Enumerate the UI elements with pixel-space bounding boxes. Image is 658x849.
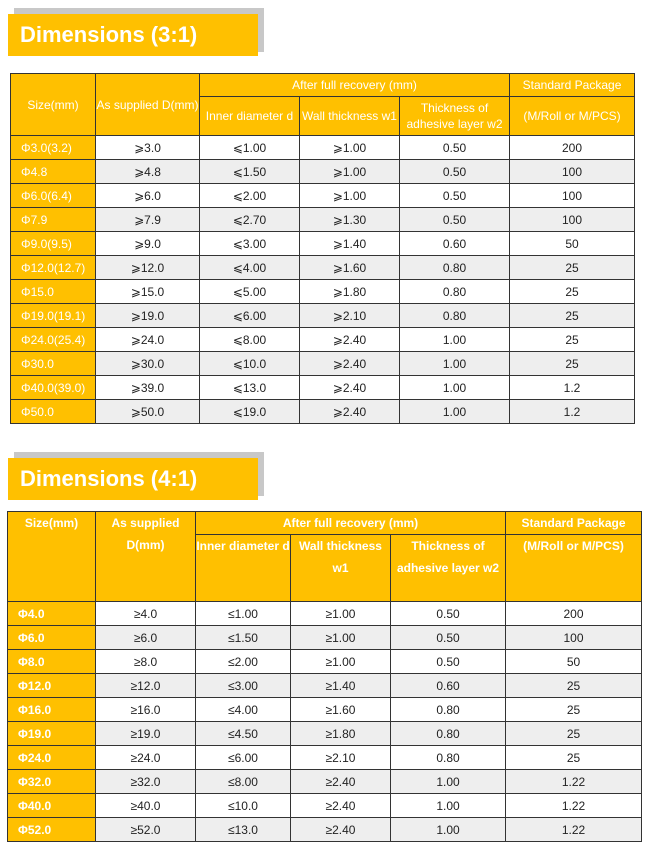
cell-inner: ⩽2.70 [200, 208, 300, 232]
cell-wall: ≥2.40 [291, 770, 391, 794]
cell-adhesive: 1.00 [391, 818, 506, 842]
cell-package: 25 [510, 304, 635, 328]
cell-supplied: ⩾24.0 [96, 328, 200, 352]
cell-package: 25 [506, 698, 642, 722]
cell-inner: ⩽1.00 [200, 136, 300, 160]
cell-wall: ≥2.40 [291, 794, 391, 818]
cell-wall: ⩾1.00 [300, 160, 400, 184]
cell-wall: ⩾2.40 [300, 328, 400, 352]
cell-size: Φ4.0 [8, 602, 96, 626]
cell-wall: ⩾2.10 [300, 304, 400, 328]
table-row [11, 328, 635, 352]
cell-adhesive: 1.00 [400, 352, 510, 376]
cell-adhesive: 0.50 [391, 602, 506, 626]
cell-supplied: ⩾19.0 [96, 304, 200, 328]
cell-supplied: ⩾50.0 [96, 400, 200, 424]
table-row [11, 208, 635, 232]
heading-banner [8, 458, 258, 500]
cell-package: 50 [510, 232, 635, 256]
cell-inner: ≤4.00 [196, 698, 291, 722]
cell-size: Φ40.0(39.0) [11, 376, 96, 400]
cell-supplied: ⩾30.0 [96, 352, 200, 376]
cell-wall: ≥1.60 [291, 698, 391, 722]
header-adhesive: Thickness of adhesive layer w2 [391, 535, 506, 602]
table-row [11, 280, 635, 304]
cell-inner: ≤10.0 [196, 794, 291, 818]
section2-title: Dimensions (4:1) [20, 466, 198, 491]
cell-adhesive: 0.80 [391, 722, 506, 746]
cell-size: Φ7.9 [11, 208, 96, 232]
cell-inner: ≤13.0 [196, 818, 291, 842]
section1-heading [8, 8, 264, 60]
table-row [11, 184, 635, 208]
dimensions-4-1-table [7, 511, 642, 842]
cell-package: 100 [510, 184, 635, 208]
cell-supplied: ≥4.0 [96, 602, 196, 626]
cell-size: Φ8.0 [8, 650, 96, 674]
header-package: Standard Package [510, 74, 635, 97]
cell-wall: ⩾1.30 [300, 208, 400, 232]
cell-adhesive: 0.50 [400, 136, 510, 160]
cell-wall: ≥2.10 [291, 746, 391, 770]
heading-banner [8, 14, 258, 56]
cell-wall: ≥1.80 [291, 722, 391, 746]
header-after-recovery: After full recovery (mm) [196, 512, 506, 535]
cell-supplied: ⩾15.0 [96, 280, 200, 304]
table-row [8, 818, 642, 842]
cell-supplied: ⩾9.0 [96, 232, 200, 256]
cell-adhesive: 1.00 [400, 400, 510, 424]
cell-inner: ⩽10.0 [200, 352, 300, 376]
cell-wall: ⩾1.00 [300, 184, 400, 208]
cell-inner: ≤1.50 [196, 626, 291, 650]
table-row [8, 746, 642, 770]
cell-supplied: ≥52.0 [96, 818, 196, 842]
cell-size: Φ3.0(3.2) [11, 136, 96, 160]
cell-inner: ⩽6.00 [200, 304, 300, 328]
cell-size: Φ32.0 [8, 770, 96, 794]
cell-wall: ⩾1.60 [300, 256, 400, 280]
cell-package: 100 [510, 208, 635, 232]
cell-inner: ≤6.00 [196, 746, 291, 770]
table-row [11, 400, 635, 424]
cell-wall: ≥1.00 [291, 626, 391, 650]
cell-wall: ≥1.00 [291, 650, 391, 674]
table-row [11, 136, 635, 160]
cell-supplied: ≥16.0 [96, 698, 196, 722]
cell-supplied: ⩾3.0 [96, 136, 200, 160]
cell-size: Φ6.0 [8, 626, 96, 650]
cell-wall: ⩾1.80 [300, 280, 400, 304]
cell-supplied: ⩾7.9 [96, 208, 200, 232]
table-row [8, 770, 642, 794]
cell-size: Φ40.0 [8, 794, 96, 818]
cell-supplied: ≥19.0 [96, 722, 196, 746]
table-row [8, 674, 642, 698]
cell-adhesive: 1.00 [391, 794, 506, 818]
cell-package: 25 [506, 722, 642, 746]
cell-size: Φ15.0 [11, 280, 96, 304]
cell-wall: ≥1.00 [291, 602, 391, 626]
cell-size: Φ19.0(19.1) [11, 304, 96, 328]
cell-size: Φ30.0 [11, 352, 96, 376]
cell-size: Φ24.0 [8, 746, 96, 770]
cell-size: Φ9.0(9.5) [11, 232, 96, 256]
cell-adhesive: 1.00 [400, 328, 510, 352]
cell-package: 1.22 [506, 818, 642, 842]
cell-adhesive: 0.50 [391, 650, 506, 674]
cell-adhesive: 0.50 [400, 208, 510, 232]
cell-size: Φ50.0 [11, 400, 96, 424]
cell-adhesive: 0.80 [400, 256, 510, 280]
cell-size: Φ24.0(25.4) [11, 328, 96, 352]
cell-inner: ≤2.00 [196, 650, 291, 674]
cell-inner: ≤1.00 [196, 602, 291, 626]
cell-size: Φ52.0 [8, 818, 96, 842]
cell-wall: ≥2.40 [291, 818, 391, 842]
cell-package: 25 [510, 328, 635, 352]
cell-size: Φ6.0(6.4) [11, 184, 96, 208]
cell-wall: ⩾2.40 [300, 376, 400, 400]
cell-supplied: ⩾6.0 [96, 184, 200, 208]
cell-adhesive: 0.80 [391, 698, 506, 722]
cell-supplied: ≥40.0 [96, 794, 196, 818]
cell-package: 25 [510, 280, 635, 304]
section2-heading [8, 452, 264, 504]
cell-package: 200 [506, 602, 642, 626]
table-row [8, 794, 642, 818]
cell-package: 1.22 [506, 770, 642, 794]
dimensions-3-1-table [10, 73, 635, 424]
cell-adhesive: 1.00 [400, 376, 510, 400]
header-after-recovery: After full recovery (mm) [200, 74, 510, 97]
header-size: Size(mm) [11, 74, 96, 136]
table-row [11, 376, 635, 400]
header-size: Size(mm) [8, 512, 96, 602]
cell-wall: ≥1.40 [291, 674, 391, 698]
cell-wall: ⩾1.40 [300, 232, 400, 256]
cell-package: 25 [510, 256, 635, 280]
cell-inner: ≤3.00 [196, 674, 291, 698]
header-package-unit: (M/Roll or M/PCS) [510, 97, 635, 136]
table-row [8, 602, 642, 626]
table-row [8, 698, 642, 722]
cell-package: 1.2 [510, 376, 635, 400]
table-row [8, 650, 642, 674]
cell-package: 25 [510, 352, 635, 376]
cell-size: Φ4.8 [11, 160, 96, 184]
cell-adhesive: 0.50 [400, 160, 510, 184]
cell-size: Φ19.0 [8, 722, 96, 746]
cell-adhesive: 1.00 [391, 770, 506, 794]
cell-adhesive: 0.50 [391, 626, 506, 650]
cell-inner: ≤4.50 [196, 722, 291, 746]
cell-supplied: ⩾39.0 [96, 376, 200, 400]
table-row [11, 160, 635, 184]
table-row [8, 626, 642, 650]
cell-adhesive: 0.80 [400, 304, 510, 328]
cell-inner: ⩽8.00 [200, 328, 300, 352]
cell-package: 25 [506, 746, 642, 770]
cell-supplied: ≥12.0 [96, 674, 196, 698]
cell-adhesive: 0.60 [391, 674, 506, 698]
cell-package: 25 [506, 674, 642, 698]
header-package: Standard Package [506, 512, 642, 535]
cell-package: 1.2 [510, 400, 635, 424]
cell-size: Φ12.0(12.7) [11, 256, 96, 280]
cell-inner: ⩽3.00 [200, 232, 300, 256]
cell-wall: ⩾2.40 [300, 400, 400, 424]
cell-wall: ⩾2.40 [300, 352, 400, 376]
cell-adhesive: 0.60 [400, 232, 510, 256]
cell-supplied: ≥32.0 [96, 770, 196, 794]
header-adhesive: Thickness of adhesive layer w2 [400, 97, 510, 136]
cell-supplied: ≥8.0 [96, 650, 196, 674]
header-as-supplied: As supplied D(mm) [96, 512, 196, 602]
cell-inner: ⩽2.00 [200, 184, 300, 208]
cell-inner: ⩽1.50 [200, 160, 300, 184]
cell-adhesive: 0.80 [391, 746, 506, 770]
table-row [8, 722, 642, 746]
cell-size: Φ16.0 [8, 698, 96, 722]
cell-wall: ⩾1.00 [300, 136, 400, 160]
cell-supplied: ⩾12.0 [96, 256, 200, 280]
header-inner: Inner diameter d [200, 97, 300, 136]
section1-title: Dimensions (3:1) [20, 22, 198, 47]
cell-inner: ⩽19.0 [200, 400, 300, 424]
cell-adhesive: 0.80 [400, 280, 510, 304]
cell-package: 1.22 [506, 794, 642, 818]
header-wall: Wall thickness w1 [291, 535, 391, 602]
table-row [11, 256, 635, 280]
cell-package: 200 [510, 136, 635, 160]
cell-adhesive: 0.50 [400, 184, 510, 208]
cell-size: Φ12.0 [8, 674, 96, 698]
header-wall: Wall thickness w1 [300, 97, 400, 136]
cell-inner: ⩽13.0 [200, 376, 300, 400]
cell-inner: ⩽5.00 [200, 280, 300, 304]
table-row [11, 304, 635, 328]
cell-package: 100 [510, 160, 635, 184]
cell-supplied: ⩾4.8 [96, 160, 200, 184]
header-package-unit: (M/Roll or M/PCS) [506, 535, 642, 602]
header-inner: Inner diameter d [196, 535, 291, 602]
cell-inner: ≤8.00 [196, 770, 291, 794]
header-as-supplied: As supplied D(mm) [96, 74, 200, 136]
cell-package: 50 [506, 650, 642, 674]
cell-package: 100 [506, 626, 642, 650]
table-row [11, 232, 635, 256]
cell-inner: ⩽4.00 [200, 256, 300, 280]
cell-supplied: ≥24.0 [96, 746, 196, 770]
table-row [11, 352, 635, 376]
cell-supplied: ≥6.0 [96, 626, 196, 650]
